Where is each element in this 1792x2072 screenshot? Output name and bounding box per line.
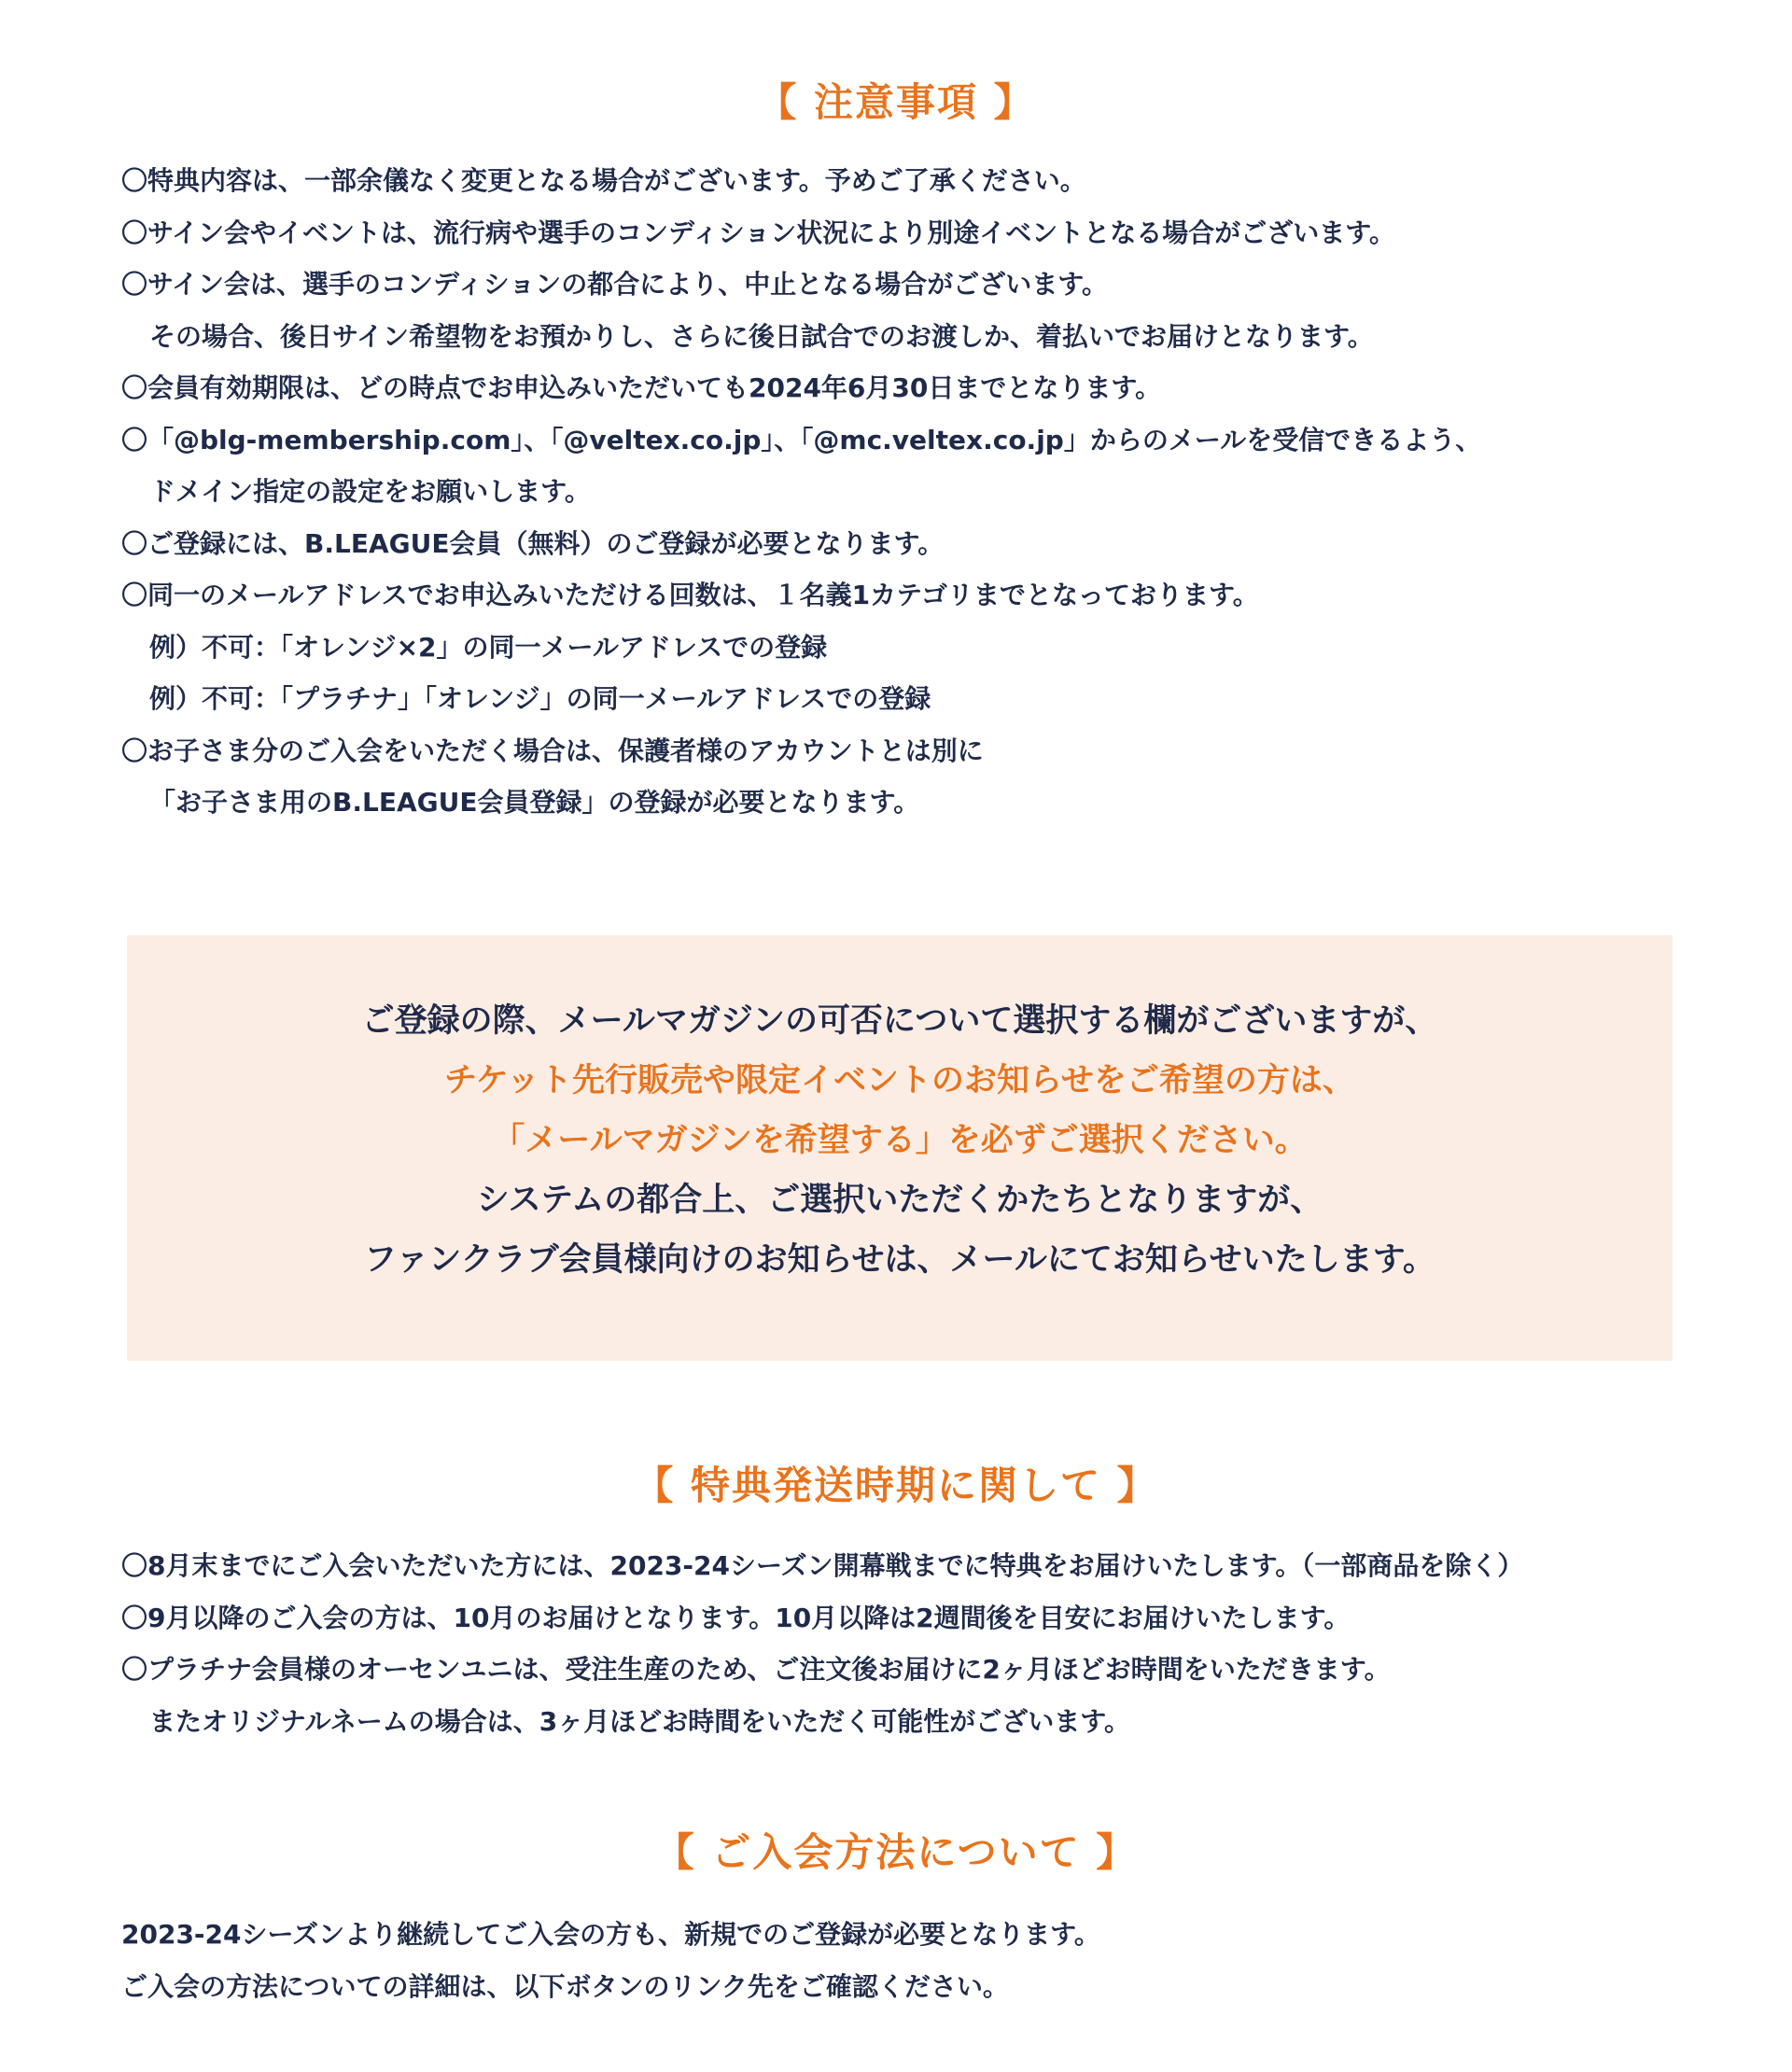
shipping-item-continued: またオリジナルネームの場合は、3ヶ月ほどお時間をいただく可能性がございます。 [149,1705,1131,1737]
notice-title: 【 注意事項 】 [757,79,1035,125]
shipping-item: 〇プラチナ会員様のオーセンユニは、受注生産のため、ご注文後お届けに2ヶ月ほどお時間をいただきます。 [121,1654,1391,1685]
mail-magazine-line: ご登録の際、メールマガジンの可否について選択する欄がございますが、 [361,1002,1438,1040]
mail-magazine-line: システムの都合上、ご選択いただくかたちとなりますが、 [476,1182,1323,1219]
join-text: 2023-24シーズンより継続してご入会の方も、新規でのご登録が必要となります。 [121,1919,1100,1950]
notice-list [121,155,1708,829]
mail-magazine-line: ファンクラブ会員様向けのお知らせは、メールにてお知らせいたします。 [363,1241,1435,1279]
mail-magazine-notice-box [127,935,1673,1361]
mail-magazine-text [127,991,1673,1290]
shipping-item: 〇9月以降のご入会の方は、10月のお届けとなります。10月以降は2週間後を目安にお届けいたします。 [121,1602,1351,1633]
notice-item: 〇お子さま分のご入会をいただく場合は、保護者様のアカウントとは別に [121,735,984,766]
notice-item: 〇特典内容は、一部余儀なく変更となる場合がございます。予めご了承ください。 [121,165,1086,196]
notice-item: 〇サイン会やイベントは、流行病や選手のコンディション状況により別途イベントとなる場合がございます。 [121,217,1396,248]
mail-magazine-highlight-line: チケット先行販売や限定イベントのお知らせをご希望の方は、 [444,1062,1355,1099]
notice-item: 〇サイン会は、選手のコンディションの都合により、中止となる場合がございます。 [121,269,1109,300]
notice-item-continued: ドメイン指定の設定をお願いします。 [149,476,591,507]
notice-item: 〇「@blg-membership.com」、「@veltex.co.jp」、「@mc.veltex.co.jp」からのメールを受信できるよう、 [121,424,1482,455]
shipping-title: 【 特典発送時期に関して 】 [634,1463,1158,1508]
notice-item-continued: 「お子さま用のB.LEAGUE会員登録」の登録が必要となります。 [149,787,920,818]
join-list [121,1909,1708,2012]
notice-item: 〇ご登録には、B.LEAGUE会員（無料）のご登録が必要となります。 [121,527,945,559]
notice-example: 例）不可：「プラチナ」「オレンジ」の同一メールアドレスでの登録 [149,683,931,714]
shipping-item: 〇8月末までにご入会いただいた方には、2023-24シーズン開幕戦までに特典をお届けいたします。（一部商品を除く） [121,1550,1524,1581]
notice-item: 〇会員有効期限は、どの時点でお申込みいただいても2024年6月30日までとなります。 [121,372,1162,403]
notice-item: 〇同一のメールアドレスでお申込みいただける回数は、１名義1カテゴリまでとなっております。 [121,580,1259,610]
mail-magazine-highlight-line: 「メールマガジンを希望する」を必ずご選択ください。 [492,1122,1308,1159]
join-text: ご入会の方法についての詳細は、以下ボタンのリンク先をご確認ください。 [121,1970,1009,2002]
shipping-list [121,1540,1708,1747]
notice-example: 例）不可：「オレンジ×2」の同一メールアドレスでの登録 [149,631,828,663]
join-title: 【 ご入会方法について 】 [654,1829,1138,1875]
notice-item-continued: その場合、後日サイン希望物をお預かりし、さらに後日試合でのお渡しか、着払いでお届けとなります。 [149,320,1374,352]
